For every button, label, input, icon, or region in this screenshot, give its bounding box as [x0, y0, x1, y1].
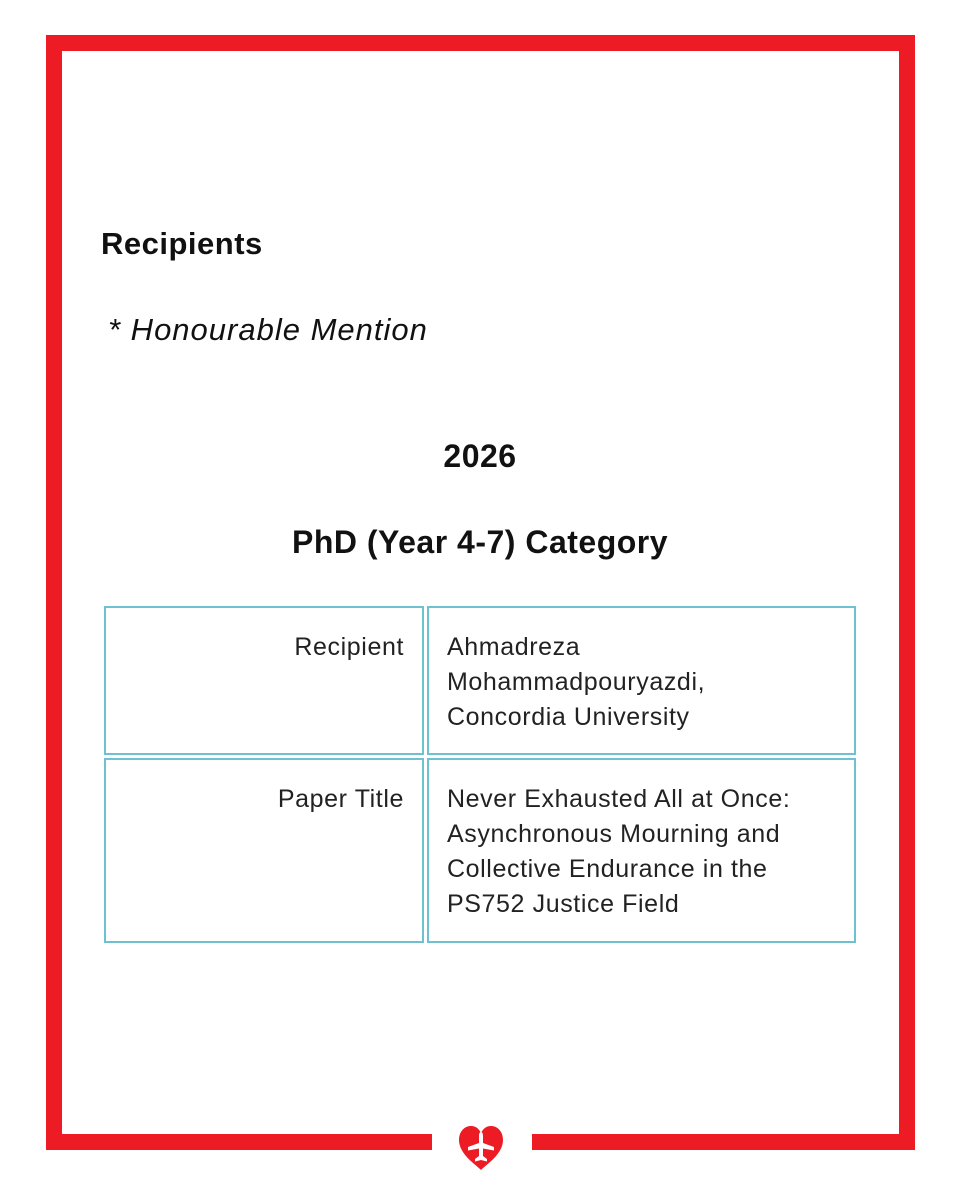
- frame-bottom-left-border: [46, 1134, 432, 1150]
- paper-title-value: [427, 758, 856, 943]
- frame-bottom-right-border: [532, 1134, 915, 1150]
- recipient-value-line: Ahmadreza: [447, 633, 581, 661]
- table-row-paper-title: [104, 758, 856, 943]
- frame-top-border: [46, 35, 915, 51]
- paper-title-value-line: Asynchronous Mourning and: [447, 820, 781, 848]
- paper-title-value-line: Never Exhausted All at Once:: [447, 785, 791, 813]
- honourable-mention-note: * Honourable Mention: [108, 312, 428, 347]
- paper-title-label: Paper Title: [104, 758, 424, 943]
- paper-title-value-line: PS752 Justice Field: [447, 890, 680, 918]
- heart-airplane-logo-icon: [455, 1122, 507, 1174]
- table-row-recipient: [104, 606, 856, 755]
- award-table: [101, 603, 859, 946]
- recipient-value: [427, 606, 856, 755]
- page-heading: Recipients: [101, 226, 263, 261]
- recipient-label: Recipient: [104, 606, 424, 755]
- frame-left-border: [46, 35, 62, 1150]
- frame-right-border: [899, 35, 915, 1150]
- recipient-value-line: Concordia University: [447, 703, 690, 731]
- paper-title-value-line: Collective Endurance in the: [447, 855, 768, 883]
- recipient-value-line: Mohammadpouryazdi,: [447, 668, 706, 696]
- award-category: PhD (Year 4-7) Category: [291, 524, 669, 560]
- award-year: 2026: [443, 438, 517, 474]
